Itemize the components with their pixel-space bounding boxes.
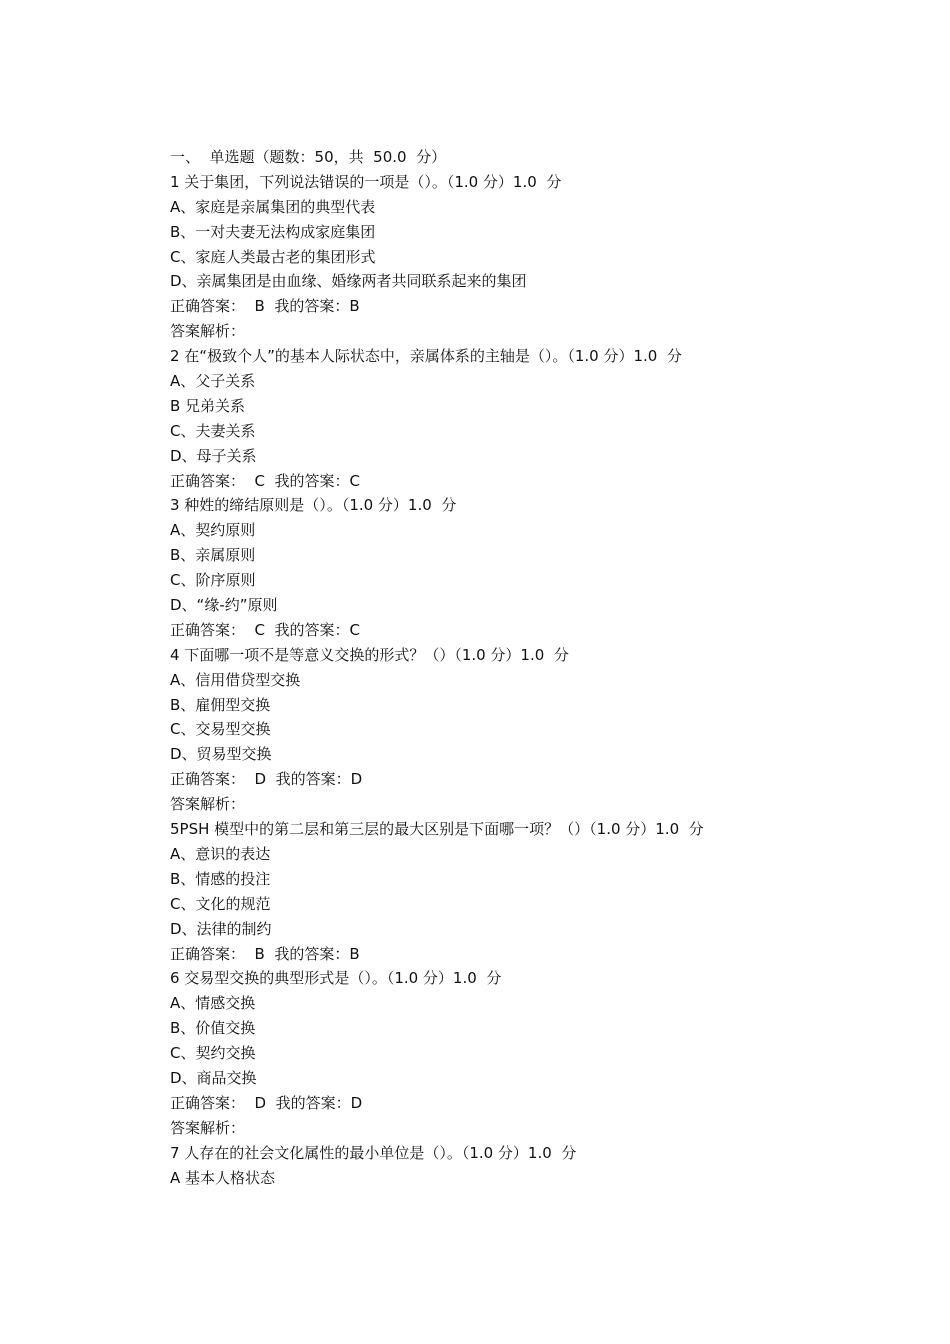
question-5-option-a: A、意识的表达 — [170, 844, 271, 863]
question-4-text: 4 下面哪一项不是等意义交换的形式？（）（1.0 分）1.0 分 — [170, 645, 569, 664]
section-heading: 一、 单选题（题数：50，共 50.0 分） — [170, 148, 447, 166]
question-1-text: 1 关于集团，下列说法错误的一项是（）。（1.0 分）1.0 分 — [170, 172, 562, 191]
question-3-text: 3 种姓的缔结原则是（）。（1.0 分）1.0 分 — [170, 496, 457, 515]
question-5-option-c: C、文化的规范 — [170, 894, 271, 913]
question-6-option-a: A、情感交换 — [170, 994, 256, 1013]
question-2-option-b: B 兄弟关系 — [170, 396, 246, 415]
question-6-option-c: C、契约交换 — [170, 1044, 256, 1063]
question-4-option-b: B、雇佣型交换 — [170, 695, 271, 714]
question-4-analysis: 答案解析： — [170, 795, 246, 814]
question-6-option-d: D、商品交换 — [170, 1068, 257, 1087]
document-content — [170, 145, 870, 1190]
question-5-option-b: B、情感的投注 — [170, 869, 271, 888]
question-7-option-a: A 基本人格状态 — [170, 1168, 276, 1187]
question-1-option-a: A、家庭是亲属集团的典型代表 — [170, 197, 376, 216]
question-3-answer: 正确答案： C 我的答案：C — [170, 620, 361, 639]
question-3-option-d: D、“缘-约”原则 — [170, 596, 278, 615]
question-1-option-d: D、亲属集团是由血缘、婚缘两者共同联系起来的集团 — [170, 272, 527, 291]
question-1-option-c: C、家庭人类最古老的集团形式 — [170, 247, 376, 266]
question-6-answer: 正确答案： D 我的答案：D — [170, 1093, 363, 1112]
question-1-answer: 正确答案： B 我的答案：B — [170, 297, 360, 316]
question-2-answer: 正确答案： C 我的答案：C — [170, 471, 361, 490]
question-5-answer: 正确答案： B 我的答案：B — [170, 944, 360, 963]
question-5-option-d: D、法律的制约 — [170, 919, 272, 938]
question-4-option-c: C、交易型交换 — [170, 720, 271, 739]
question-1-analysis: 答案解析： — [170, 322, 246, 341]
question-4-answer: 正确答案： D 我的答案：D — [170, 770, 363, 789]
question-2-text: 2 在“极致个人”的基本人际状态中，亲属体系的主轴是（）。（1.0 分）1.0 分 — [170, 347, 682, 366]
question-6-analysis: 答案解析： — [170, 1118, 246, 1137]
question-3-option-c: C、阶序原则 — [170, 571, 256, 590]
question-5-text: 5PSH 模型中的第二层和第三层的最大区别是下面哪一项？（）（1.0 分）1.0 分 — [170, 820, 704, 839]
question-2-option-a: A、父子关系 — [170, 372, 256, 391]
question-4-option-d: D、贸易型交换 — [170, 745, 272, 764]
question-6-text: 6 交易型交换的典型形式是（）。（1.0 分）1.0 分 — [170, 969, 502, 988]
question-3-option-a: A、契约原则 — [170, 521, 256, 540]
question-6-option-b: B、价值交换 — [170, 1019, 256, 1038]
question-3-option-b: B、亲属原则 — [170, 546, 256, 565]
question-2-option-d: D、母子关系 — [170, 446, 257, 465]
question-4-option-a: A、信用借贷型交换 — [170, 670, 301, 689]
question-2-option-c: C、夫妻关系 — [170, 421, 256, 440]
question-7-text: 7 人存在的社会文化属性的最小单位是（）。（1.0 分）1.0 分 — [170, 1143, 577, 1162]
question-1-option-b: B、一对夫妻无法构成家庭集团 — [170, 222, 376, 241]
